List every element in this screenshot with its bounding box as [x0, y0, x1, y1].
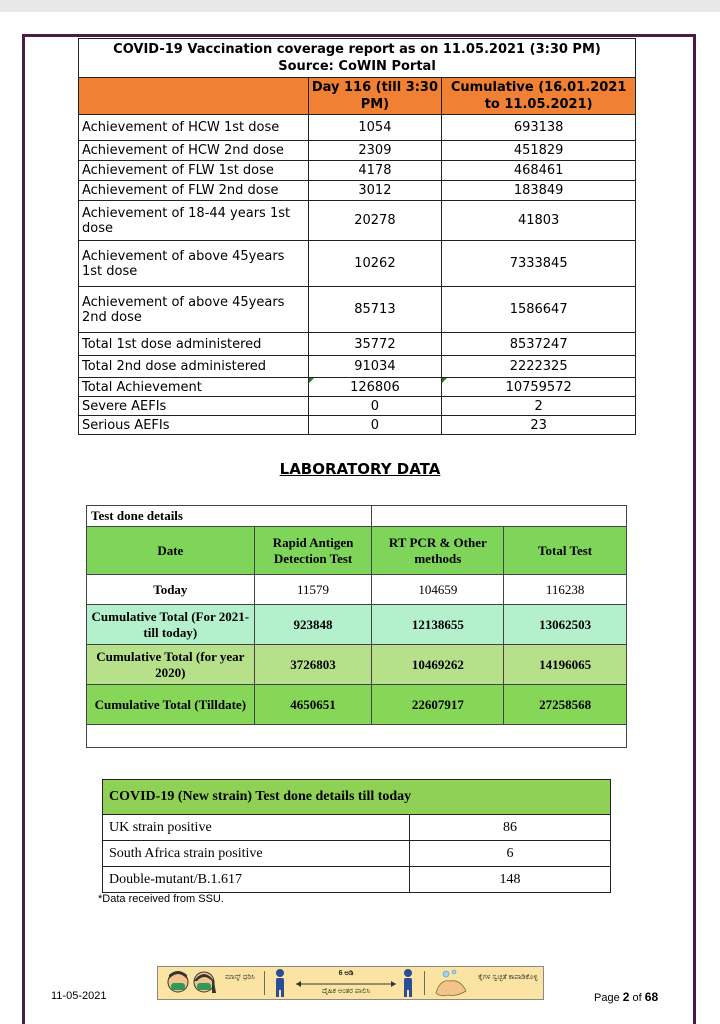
- row-label: Severe AEFIs: [79, 397, 309, 416]
- banner-divider: [424, 971, 425, 995]
- vaccination-header-day: Day 116 (till 3:30 PM): [308, 78, 442, 115]
- total-value: 14196065: [504, 645, 627, 685]
- day-value: 4178: [308, 161, 442, 181]
- cumulative-value: 10759572: [442, 378, 636, 397]
- page-number: 2: [622, 990, 630, 1004]
- hand-wash-icon: [430, 967, 474, 999]
- total-value: 27258568: [504, 685, 627, 725]
- row-label: Achievement of above 45years 1st dose: [79, 241, 309, 287]
- day-value: 0: [308, 416, 442, 435]
- lab-header-rtpcr: RT PCR & Other methods: [372, 527, 504, 575]
- table-row: [79, 161, 636, 181]
- vaccination-source: Source: CoWIN Portal: [278, 59, 436, 74]
- distance-value: 6 ಅಡಿ: [338, 970, 354, 977]
- strain-table: [102, 779, 611, 893]
- lab-caption-row: [87, 506, 627, 527]
- row-label: Total 2nd dose administered: [79, 356, 309, 378]
- page-indicator: [594, 990, 658, 1004]
- cumulative-value: 41803: [442, 201, 636, 241]
- rtpcr-value: 104659: [372, 575, 504, 605]
- cumulative-value: 693138: [442, 115, 636, 141]
- rapid-value: 4650651: [254, 685, 372, 725]
- rtpcr-value: 22607917: [372, 685, 504, 725]
- lab-header-rapid: Rapid Antigen Detection Test: [254, 527, 372, 575]
- lab-header-row: [87, 527, 627, 575]
- page-prefix: Page: [594, 992, 620, 1004]
- strain-value: 6: [410, 841, 611, 867]
- strain-value: 148: [410, 867, 611, 893]
- rapid-value: 923848: [254, 605, 372, 645]
- table-row: [87, 575, 627, 605]
- footer-date: 11-05-2021: [51, 990, 107, 1002]
- table-row: [79, 201, 636, 241]
- day-value: 85713: [308, 287, 442, 333]
- strain-label: UK strain positive: [103, 815, 410, 841]
- vaccination-title-row: [79, 39, 636, 78]
- table-row: [103, 841, 611, 867]
- lab-heading-text: LABORATORY DATA: [279, 460, 441, 478]
- vaccination-title: [79, 39, 636, 78]
- strain-title: COVID-19 (New strain) Test done details till today: [103, 780, 611, 815]
- person-right-icon: [398, 967, 418, 999]
- strain-value: 86: [410, 815, 611, 841]
- day-value: 0: [308, 397, 442, 416]
- rtpcr-value: 10469262: [372, 645, 504, 685]
- total-value: 13062503: [504, 605, 627, 645]
- vaccination-header-row: [79, 78, 636, 115]
- row-label: Serious AEFIs: [79, 416, 309, 435]
- lab-row-label: Cumulative Total (for year 2020): [87, 645, 255, 685]
- lab-row-label: Cumulative Total (For 2021- till today): [87, 605, 255, 645]
- person-left-icon: [270, 967, 290, 999]
- lab-blank-cell: [87, 725, 627, 748]
- cumulative-value: 23: [442, 416, 636, 435]
- lab-caption-blank: [372, 506, 627, 527]
- lab-caption: Test done details: [87, 506, 372, 527]
- cumulative-value: 183849: [442, 181, 636, 201]
- cumulative-value: 8537247: [442, 333, 636, 356]
- table-row: [103, 867, 611, 893]
- rapid-value: 11579: [254, 575, 372, 605]
- vaccination-table: [78, 38, 636, 435]
- row-label: Achievement of HCW 1st dose: [79, 115, 309, 141]
- row-label: Achievement of 18-44 years 1st dose: [79, 201, 309, 241]
- cumulative-value: 2: [442, 397, 636, 416]
- table-row: [79, 378, 636, 397]
- masked-faces-icon: [164, 967, 220, 999]
- table-row: [87, 645, 627, 685]
- covid-guidelines-banner: [157, 966, 544, 1000]
- table-row: [79, 241, 636, 287]
- lab-row-label: Cumulative Total (Tilldate): [87, 685, 255, 725]
- day-value: 1054: [308, 115, 442, 141]
- cumulative-value: 2222325: [442, 356, 636, 378]
- total-value: 116238: [504, 575, 627, 605]
- vaccination-header-blank: [79, 78, 309, 115]
- vaccination-title-line1: COVID-19 Vaccination coverage report as on 11.05.2021 (3:30 PM): [113, 42, 601, 57]
- cumulative-value: 451829: [442, 141, 636, 161]
- page-total: 68: [644, 990, 659, 1004]
- lab-table: [86, 505, 627, 748]
- top-bar: [0, 0, 720, 12]
- table-row: [103, 815, 611, 841]
- table-row: [79, 397, 636, 416]
- lab-blank-row: [87, 725, 627, 748]
- day-value: 20278: [308, 201, 442, 241]
- strain-label: South Africa strain positive: [103, 841, 410, 867]
- table-row: [79, 115, 636, 141]
- table-row: [87, 605, 627, 645]
- rtpcr-value: 12138655: [372, 605, 504, 645]
- table-row: [79, 333, 636, 356]
- day-value: 35772: [308, 333, 442, 356]
- lab-row-label: Today: [87, 575, 255, 605]
- row-label: Achievement of HCW 2nd dose: [79, 141, 309, 161]
- page-of: of: [632, 992, 642, 1004]
- distance-text: ದೈಹಿಕ ಅಂತರ ಪಾಲಿಸಿ: [321, 988, 371, 995]
- day-value: 3012: [308, 181, 442, 201]
- row-label: Total 1st dose administered: [79, 333, 309, 356]
- day-value: 91034: [308, 356, 442, 378]
- day-value: 2309: [308, 141, 442, 161]
- banner-divider: [264, 971, 265, 995]
- table-row: [79, 141, 636, 161]
- table-row: [79, 416, 636, 435]
- lab-header-total: Total Test: [504, 527, 627, 575]
- cumulative-value: 7333845: [442, 241, 636, 287]
- lab-header-date: Date: [87, 527, 255, 575]
- table-row: [79, 356, 636, 378]
- day-value: 10262: [308, 241, 442, 287]
- row-label: Total Achievement: [79, 378, 309, 397]
- mask-text: ಮಾಸ್ಕ್ ಧರಿಸಿ: [225, 974, 255, 981]
- strain-header-row: [103, 780, 611, 815]
- table-row: [79, 181, 636, 201]
- strain-label: Double-mutant/B.1.617: [103, 867, 410, 893]
- table-row: [79, 287, 636, 333]
- day-value: 126806: [308, 378, 442, 397]
- cumulative-value: 1586647: [442, 287, 636, 333]
- row-label: Achievement of above 45years 2nd dose: [79, 287, 309, 333]
- cumulative-value: 468461: [442, 161, 636, 181]
- data-source-note: *Data received from SSU.: [98, 893, 224, 905]
- lab-heading: [0, 460, 720, 478]
- row-label: Achievement of FLW 1st dose: [79, 161, 309, 181]
- hands-text: ಕೈಗಳ ಸ್ವಚ್ಛತೆ ಕಾಪಾಡಿಕೊಳ್ಳಿ: [478, 974, 538, 981]
- vaccination-header-cumulative: Cumulative (16.01.2021 to 11.05.2021): [442, 78, 636, 115]
- table-row: [87, 685, 627, 725]
- row-label: Achievement of FLW 2nd dose: [79, 181, 309, 201]
- rapid-value: 3726803: [254, 645, 372, 685]
